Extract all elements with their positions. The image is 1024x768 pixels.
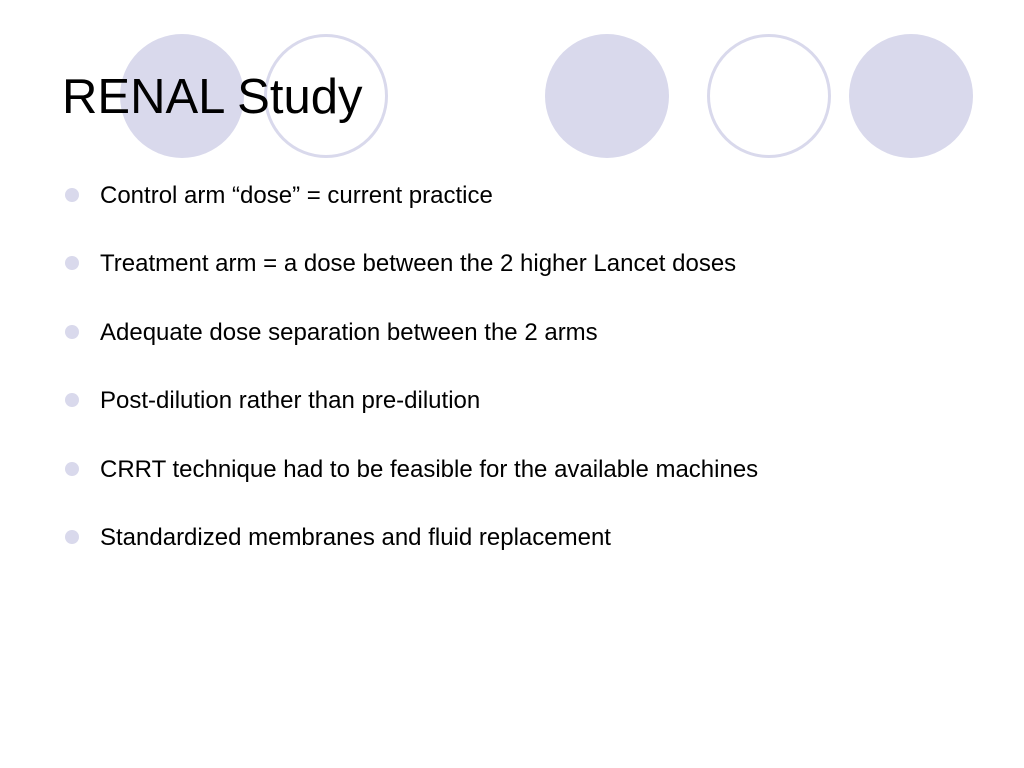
bullet-text: Standardized membranes and fluid replacement: [100, 523, 611, 551]
bullet-text: Treatment arm = a dose between the 2 higher Lancet doses: [100, 250, 737, 278]
circle-bullet-icon: [65, 188, 79, 202]
decorative-circle-outline: [707, 34, 831, 158]
slide-title: RENAL Study: [62, 70, 363, 124]
bullet-item: [62, 518, 1002, 586]
bullet-text: Adequate dose separation between the 2 arms: [100, 318, 598, 346]
circle-bullet-icon: [65, 530, 79, 544]
bullet-item: [62, 381, 1002, 449]
decorative-circle-filled: [545, 34, 669, 158]
bullet-text: Post-dilution rather than pre-dilution: [100, 387, 481, 415]
bullet-text: CRRT technique had to be feasible for the available machines: [100, 455, 759, 483]
bullet-item: [62, 244, 1002, 312]
bullet-list: [62, 176, 1002, 586]
bullet-item: [62, 313, 1002, 381]
circle-bullet-icon: [65, 256, 79, 270]
circle-bullet-icon: [65, 393, 79, 407]
bullet-item: [62, 176, 1002, 244]
bullet-text: Control arm “dose” = current practice: [100, 182, 493, 209]
circle-bullet-icon: [65, 325, 79, 339]
decorative-circle-filled: [849, 34, 973, 158]
bullet-item: [62, 450, 1002, 518]
circle-bullet-icon: [65, 462, 79, 476]
